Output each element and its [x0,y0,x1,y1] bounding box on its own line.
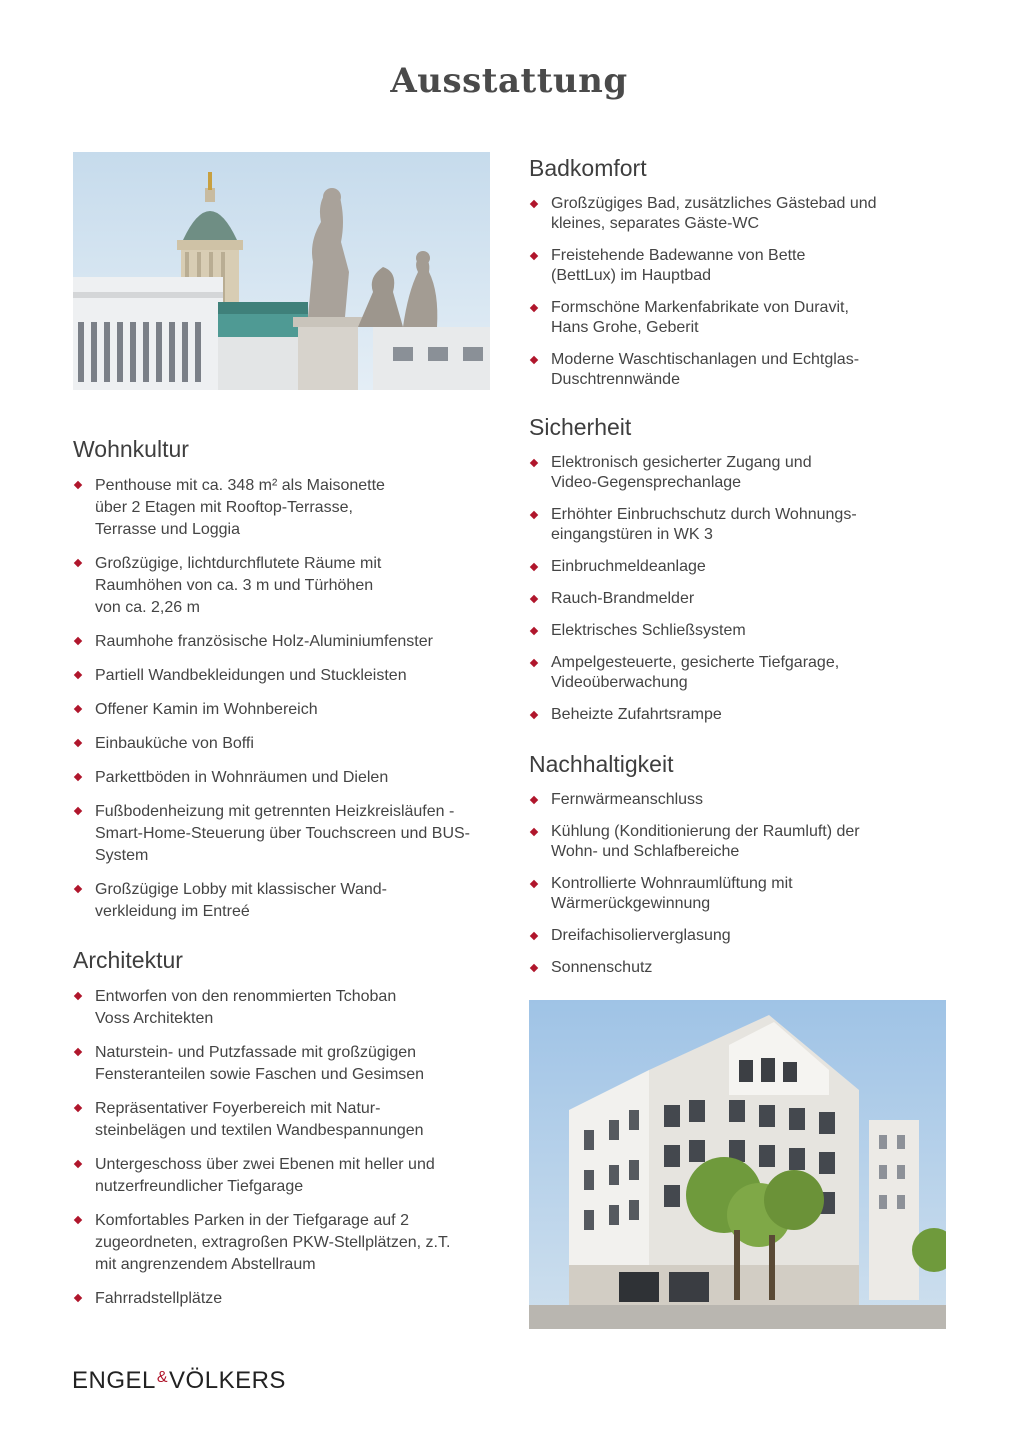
list-item: Offener Kamin im Wohnbereich [73,699,473,721]
list-item: Formschöne Markenfabrikate von Duravit, Hans Grohe, Geberit [529,298,879,338]
nachhaltigkeit-list [529,790,879,978]
section-title-architektur: Architektur [73,947,183,973]
list-item: Entworfen von den renommierten Tchoban Voss Architekten [73,986,415,1030]
sicherheit-list [529,453,879,725]
list-item: Repräsentativer Foyerbereich mit Natur-steinbelägen und textilen Wandbespannungen [73,1098,455,1142]
list-item: Sonnenschutz [529,958,879,978]
logo-text-left: ENGEL [72,1367,156,1394]
list-item: Penthouse mit ca. 348 m² als Maisonette über 2 Etagen mit Rooftop-Terrasse, Terrasse und Loggia [73,475,395,541]
section-nachhaltigkeit [529,751,879,990]
list-item: Dreifachisolierverglasung [529,926,879,946]
list-item: Großzügige, lichtdurchflutete Räume mit Raumhöhen von ca. 3 m und Türhöhen von ca. 2,26 m [73,553,395,619]
list-item: Ampelgesteuerte, gesicherte Tiefgarage, Videoüberwachung [529,653,881,693]
list-item: Komfortables Parken in der Tiefgarage auf 2 zugeordneten, extragroßen PKW-Stellplätzen, z.T. mit angrenzendem Abstellraum [73,1210,465,1276]
section-badkomfort [529,155,879,402]
list-item: Einbruchmeldeanlage [529,557,879,577]
list-item: Kühlung (Konditionierung der Raumluft) der Wohn- und Schlafbereiche [529,822,879,862]
wohnkultur-list [73,475,473,923]
architektur-list [73,986,473,1310]
badkomfort-list [529,194,879,390]
list-item: Erhöhter Einbruchschutz durch Wohnungs-eingangstüren in WK 3 [529,505,879,545]
brand-logo [72,1367,286,1395]
list-item: Parkettböden in Wohnräumen und Dielen [73,767,473,789]
list-item: Großzügige Lobby mit klassischer Wand-verkleidung im Entreé [73,879,425,923]
section-title-badkomfort: Badkomfort [529,155,647,181]
list-item: Großzügiges Bad, zusätzliches Gästebad und kleines, separates Gäste-WC [529,194,879,234]
section-title-wohnkultur: Wohnkultur [73,436,189,462]
list-item: Fernwärmeanschluss [529,790,879,810]
list-item: Untergeschoss über zwei Ebenen mit heller und nutzerfreundlicher Tiefgarage [73,1154,435,1198]
list-item: Beheizte Zufahrtsrampe [529,705,879,725]
logo-text-right: VÖLKERS [169,1367,286,1394]
list-item: Freistehende Badewanne von Bette (BettLux) im Hauptbad [529,246,841,286]
list-item: Raumhohe französische Holz-Aluminiumfenster [73,631,473,653]
list-item: Fußbodenheizung mit getrennten Heizkreisläufen - Smart-Home-Steuerung über Touchscreen und BUS-System [73,801,475,867]
page-title: Ausstattung [390,60,628,101]
list-item: Kontrollierte Wohnraumlüftung mit Wärmerückgewinnung [529,874,841,914]
list-item: Elektrisches Schließsystem [529,621,879,641]
list-item: Moderne Waschtischanlagen und Echtglas-Duschtrennwände [529,350,879,390]
list-item: Einbauküche von Boffi [73,733,473,755]
list-item: Elektronisch gesicherter Zugang und Video-Gegensprechanlage [529,453,841,493]
section-sicherheit [529,414,879,737]
section-wohnkultur [73,436,473,935]
list-item: Rauch-Brandmelder [529,589,879,609]
section-architektur [73,947,473,1322]
list-item: Fahrradstellplätze [73,1288,473,1310]
building-photo [529,1000,946,1329]
logo-ampersand: & [156,1369,169,1386]
section-title-nachhaltigkeit: Nachhaltigkeit [529,751,674,777]
list-item: Naturstein- und Putzfassade mit großzügigen Fensteranteilen sowie Faschen und Gesimsen [73,1042,435,1086]
rooftop-photo [73,152,490,390]
list-item: Partiell Wandbekleidungen und Stuckleisten [73,665,473,687]
section-title-sicherheit: Sicherheit [529,414,632,440]
